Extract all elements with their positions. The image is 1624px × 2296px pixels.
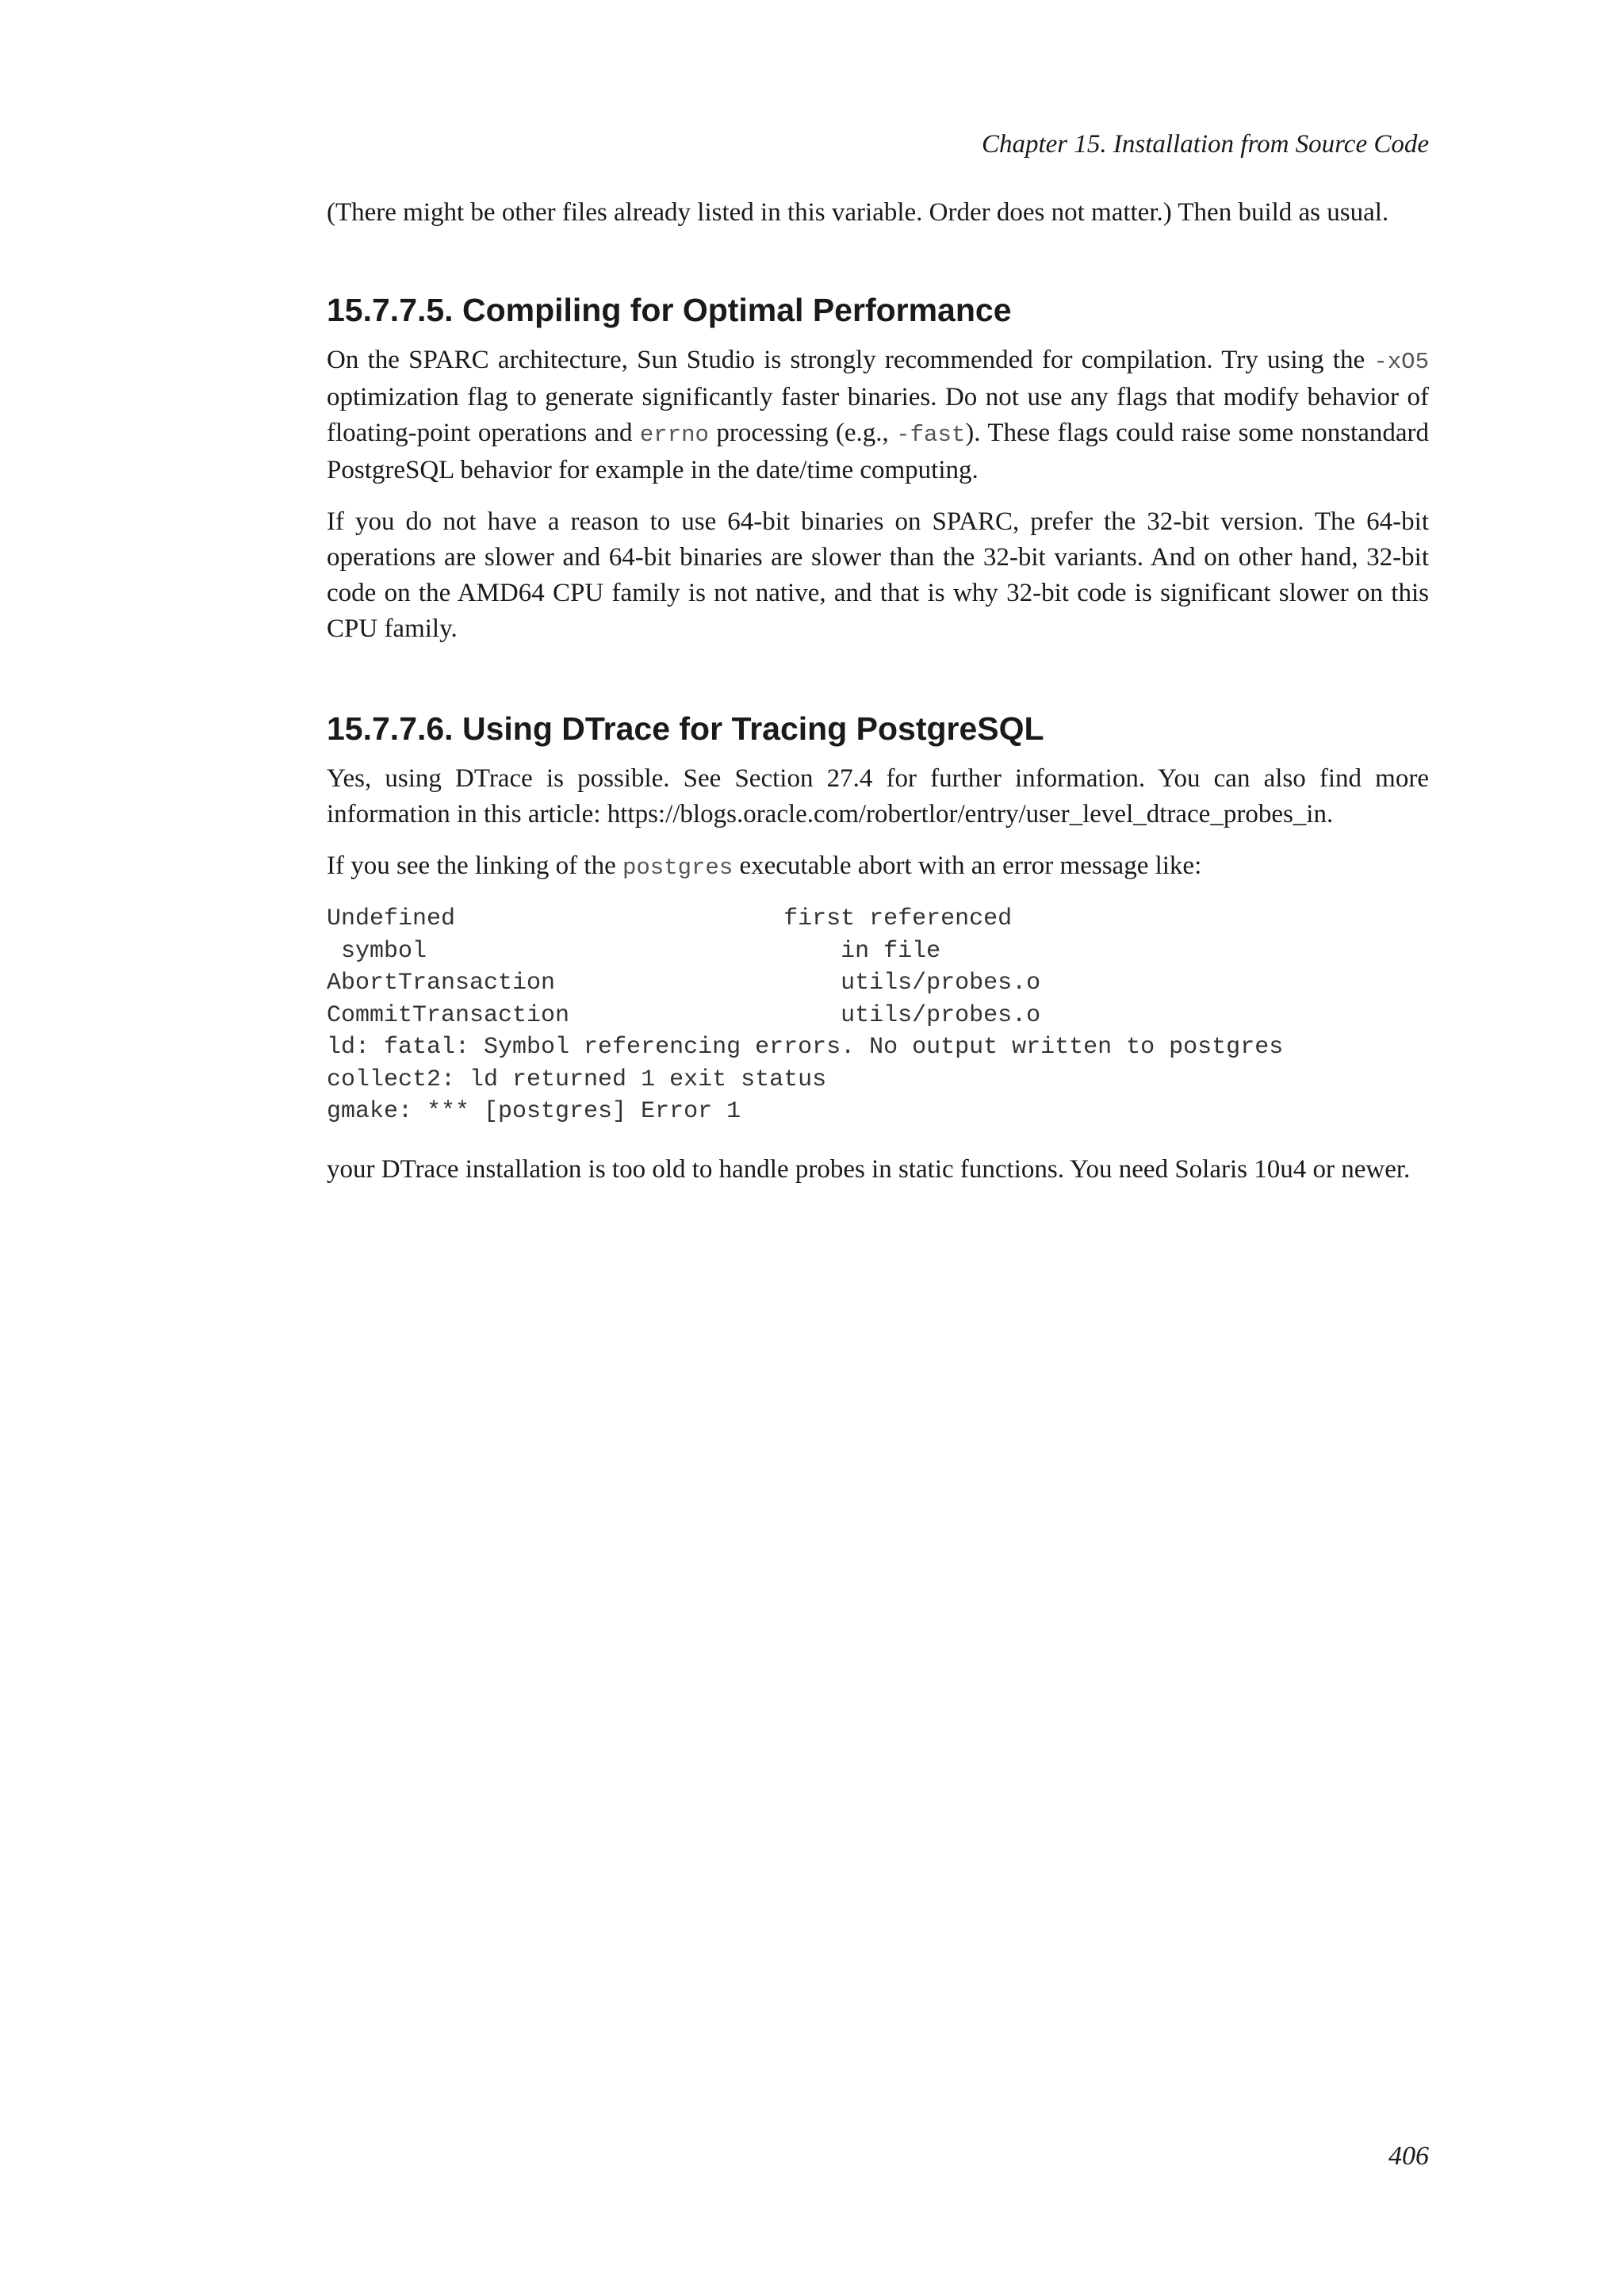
section-heading-dtrace: 15.7.7.6. Using DTrace for Tracing PostgreSQL bbox=[327, 710, 1044, 747]
paragraph-dtrace-too-old: your DTrace installation is too old to handle probes in static functions. You need Solaris 10u4 or newer. bbox=[327, 1154, 1411, 1184]
paragraph-dtrace-possible: Yes, using DTrace is possible. See Section 27.4 for further information. You can also find more information in this article: https://blogs.oracle.com/robertlor/entry/user_level_dtrace_probes_in. bbox=[327, 764, 1429, 828]
inline-code-xo5: -xO5 bbox=[1373, 349, 1429, 375]
inline-code-fast: -fast bbox=[896, 422, 966, 448]
running-header: Chapter 15. Installation from Source Code bbox=[981, 130, 1429, 159]
text-run: On the SPARC architecture, Sun Studio is strongly recommended for compilation. Try using the bbox=[327, 346, 1374, 374]
code-block-linker-error: Undefined first referenced symbol in file AbortTransaction utils/probes.o CommitTransaction utils/probes.o ld: fatal: Symbol referencing errors. No output written to postgres collect2: ld returned 1 exit status gmake: *** [postgres] Error 1 bbox=[327, 905, 1284, 1125]
page-content bbox=[327, 195, 1429, 1203]
text-run: optimization flag to generate significantly faster binaries. Do not use any flags that modify behavior of floating-point operations and bbox=[327, 383, 1429, 447]
paragraph-linking-abort bbox=[327, 848, 1429, 886]
intro-paragraph: (There might be other files already listed in this variable. Order does not matter.) Then build as usual. bbox=[327, 198, 1389, 227]
page-number: 406 bbox=[1388, 2141, 1429, 2171]
section-heading-compiling: 15.7.7.5. Compiling for Optimal Performance bbox=[327, 292, 1012, 328]
text-run: executable abort with an error message like: bbox=[733, 851, 1202, 880]
text-run: ). These flags could raise some nonstandard PostgreSQL behavior for example in the date/time computing. bbox=[327, 419, 1429, 484]
text-run: If you see the linking of the bbox=[327, 851, 622, 880]
paragraph-64bit: If you do not have a reason to use 64-bit binaries on SPARC, prefer the 32-bit version. The 64-bit operations are slower and 64-bit binaries are slower than the 32-bit variants. And on other hand, 32-bit code on the AMD64 CPU family is not native, and that is why 32-bit code is significant slower on this CPU family. bbox=[327, 507, 1429, 643]
text-run: processing (e.g., bbox=[708, 419, 897, 447]
inline-code-errno: errno bbox=[639, 422, 709, 448]
paragraph-sparc-compilation bbox=[327, 342, 1429, 488]
inline-code-postgres: postgres bbox=[622, 855, 733, 881]
